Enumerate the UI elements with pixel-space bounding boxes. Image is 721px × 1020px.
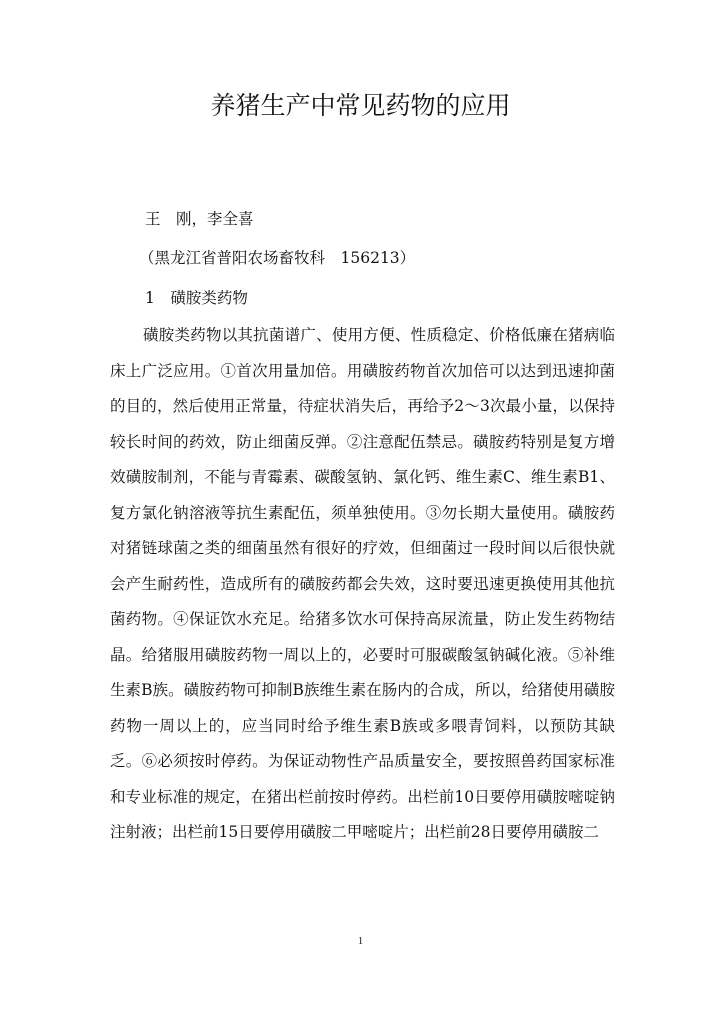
page-number: 1 xyxy=(357,935,364,947)
body-paragraph: 磺胺类药物以其抗菌谱广、使用方便、性质稳定、价格低廉在猪病临床上广泛应用。①首次用量加倍。用磺胺药物首次加倍可以达到迅速抑菌的目的，然后使用正常量，待症状消失后，再给予2～3次最小量，以保持较长时间的药效，防止细菌反弹。②注意配伍禁忌。磺胺药特别是复方增效磺胺制剂，不能与青霉素、碳酸氢钠、氯化钙、维生素C、维生素B1、复方氯化钠溶液等抗生素配伍，须单独使用。③勿长期大量使用。磺胺药对猪链球菌之类的细菌虽然有很好的疗效，但细菌过一段时间以后很快就会产生耐药性，造成所有的磺胺药都会失效，这时要迅速更换使用其他抗菌药物。④保证饮水充足。给猪多饮水可保持高尿流量，防止发生药物结晶。给猪服用磺胺药物一周以上的，必要时可服碳酸氢钠碱化液。⑤补维生素B族。磺胺药物可抑制B族维生素在肠内的合成，所以，给猪使用磺胺药物一周以上的，应当同时给予维生素B族或多喂青饲料，以预防其缺乏。⑥必须按时停药。为保证动物性产品质量安全，要按照兽药国家标准和专业标准的规定，在猪出栏前按时停药。出栏前10日要停用磺胺嘧啶钠注射液；出栏前15日要停用磺胺二甲嘧啶片；出栏前28日要停用磺胺二 xyxy=(110,326,615,841)
author-line: 王 刚，李全喜 xyxy=(145,210,254,228)
affiliation-line: （黑龙江省普阳农场畜牧科 156213） xyxy=(139,249,416,267)
section-heading: 1 磺胺类药物 xyxy=(145,289,248,307)
document-title: 养猪生产中常见药物的应用 xyxy=(210,91,511,120)
